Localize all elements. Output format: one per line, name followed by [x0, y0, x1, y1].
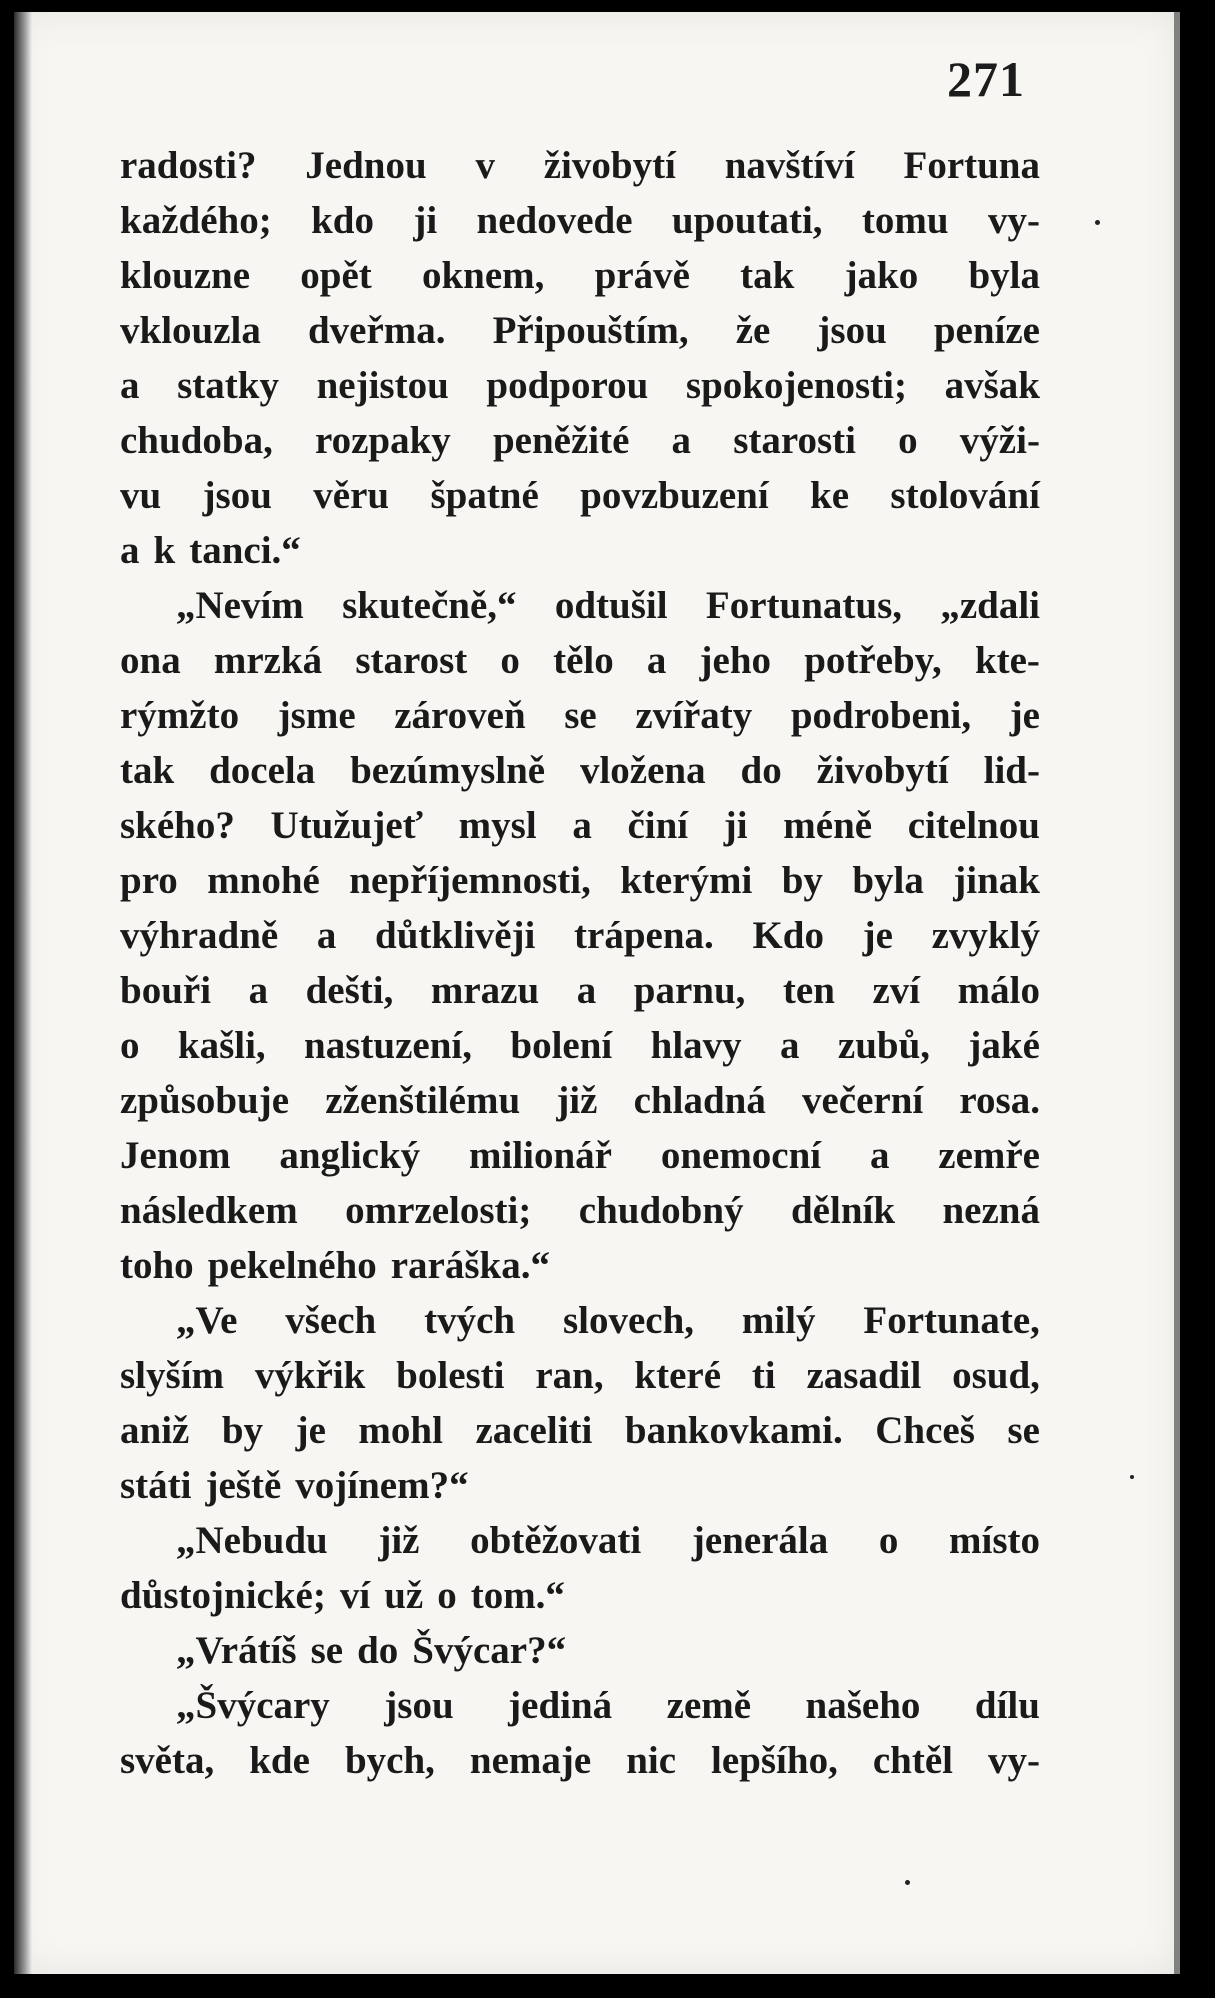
text-line: každého; kdo ji nedovede upoutati, tomu vy-: [120, 199, 1040, 242]
page-spine-shadow: [14, 12, 32, 1974]
text-line: toho pekelného raráška.“: [120, 1244, 550, 1287]
text-line: důstojnické; ví už o tom.“: [120, 1574, 565, 1617]
text-line: výhradně a důtklivěji trápena. Kdo je zvyklý: [120, 914, 1040, 957]
text-line: „Švýcary jsou jediná země našeho dílu: [176, 1684, 1040, 1727]
text-line: bouři a dešti, mrazu a parnu, ten zví málo: [120, 969, 1040, 1012]
text-line: chudoba, rozpaky peněžité a starosti o výži-: [120, 419, 1040, 462]
text-line: „Nebudu již obtěžovati jenerála o místo: [176, 1519, 1040, 1562]
text-line: a statky nejistou podporou spokojenosti; avšak: [120, 364, 1040, 407]
text-line: způsobuje zženštilému již chladná večerní rosa.: [120, 1079, 1040, 1122]
page-edge: [1174, 12, 1180, 1974]
text-line: ského? Utužujeť mysl a činí ji méně citelnou: [120, 804, 1040, 847]
text-line: státi ještě vojínem?“: [120, 1464, 469, 1507]
text-line: aniž by je mohl zaceliti bankovkami. Chceš se: [120, 1409, 1040, 1452]
text-line: „Nevím skutečně,“ odtušil Fortunatus, „zdali: [176, 584, 1040, 627]
text-line: světa, kde bych, nemaje nic lepšího, chtěl vy-: [120, 1739, 1040, 1782]
text-line: „Vrátíš se do Švýcar?“: [176, 1629, 567, 1672]
text-line: následkem omrzelosti; chudobný dělník nezná: [120, 1189, 1040, 1232]
body-text: [120, 138, 1040, 1788]
text-line: a k tanci.“: [120, 529, 301, 572]
text-line: ona mrzká starost o tělo a jeho potřeby, kte-: [120, 639, 1040, 682]
text-line: klouzne opět oknem, právě tak jako byla: [120, 254, 1040, 297]
text-line: pro mnohé nepříjemnosti, kterými by byla jinak: [120, 859, 1040, 902]
text-line: Jenom anglický milionář onemocní a zemře: [120, 1134, 1040, 1177]
text-line: slyším výkřik bolesti ran, které ti zasadil osud,: [120, 1354, 1040, 1397]
text-line: vu jsou věru špatné povzbuzení ke stolování: [120, 474, 1040, 517]
text-line: rýmžto jsme zároveň se zvířaty podrobeni, je: [120, 694, 1040, 737]
print-speck: [1130, 1475, 1134, 1479]
print-speck: [905, 1880, 910, 1885]
text-line: o kašli, nastuzení, bolení hlavy a zubů, jaké: [120, 1024, 1040, 1067]
text-line: radosti? Jednou v živobytí navštíví Fortuna: [120, 144, 1040, 187]
print-speck: [1095, 220, 1100, 225]
text-line: vklouzla dveřma. Připouštím, že jsou peníze: [120, 309, 1040, 352]
page-number: 271: [947, 51, 1025, 107]
text-line: „Ve všech tvých slovech, milý Fortunate,: [176, 1299, 1040, 1342]
text-line: tak docela bezúmyslně vložena do živobytí lid-: [120, 749, 1040, 792]
